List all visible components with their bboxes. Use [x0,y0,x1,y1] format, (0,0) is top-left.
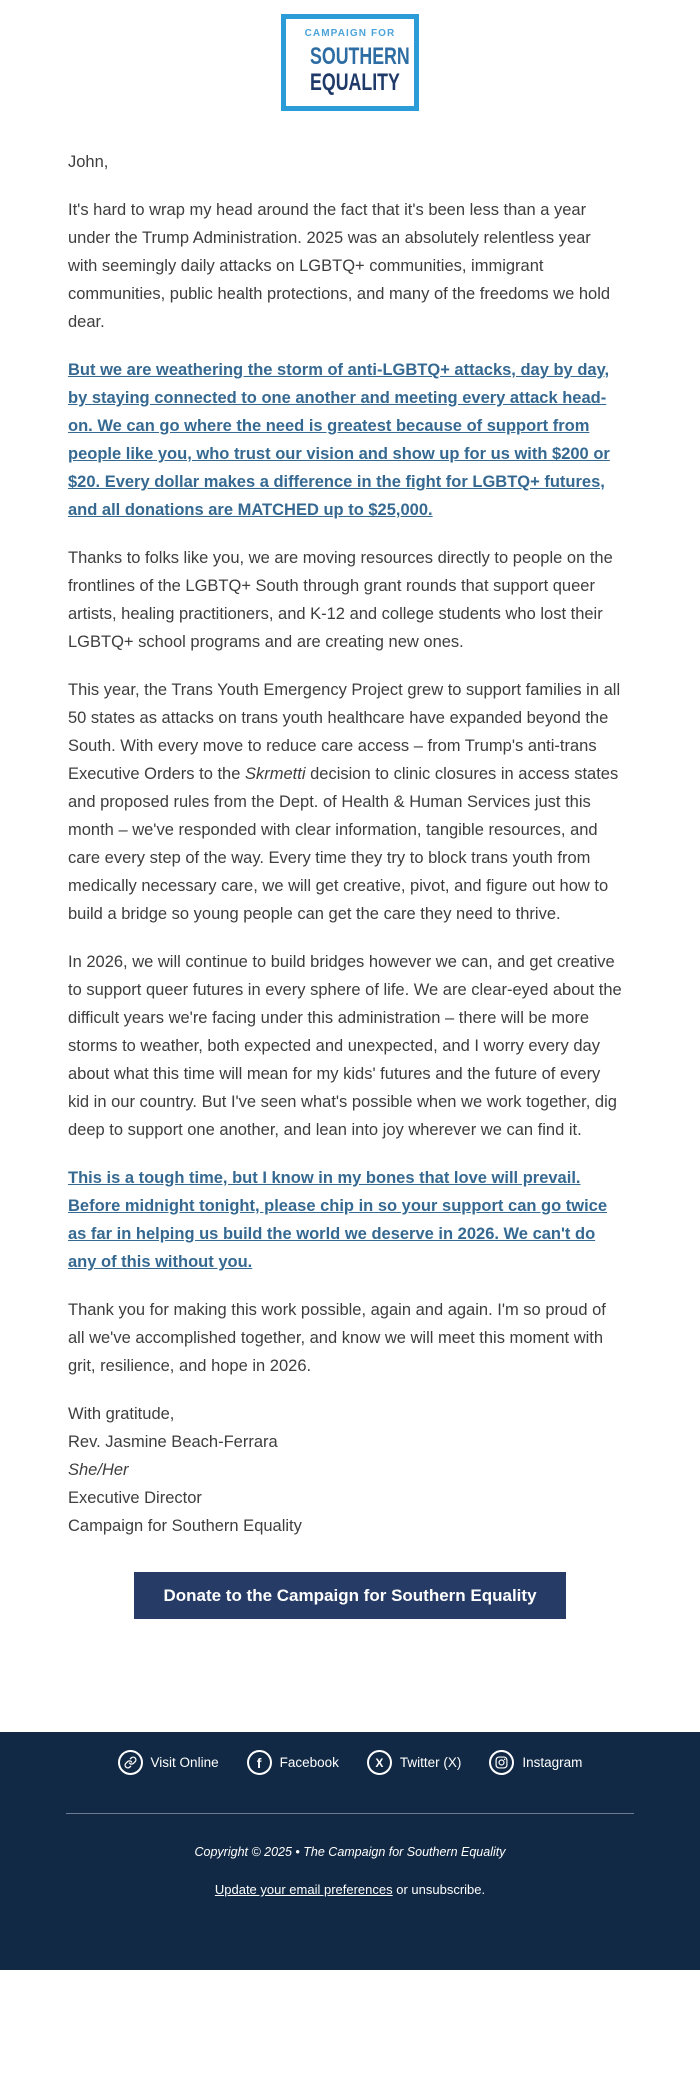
signature-block [68,1400,622,1540]
text-segment: But we are weathering the storm of anti-LGBTQ+ attacks, day by day, by staying connected to one another and meeting every attack head-on. We can go where the need is greatest because of support from people like you, who trust our vision and show up for us with $200 or $20. Every dollar makes a difference in the fight for LGBTQ+ futures, and all donations are MATCHED up to $25,000. [68,361,610,519]
italic-text: She/Her [68,1461,129,1479]
footer-divider [66,1813,634,1814]
logo-campaign-for: CAMPAIGN FOR [304,28,396,39]
signature-line [68,1428,622,1456]
unsubscribe-line [0,1882,700,1898]
signature-line [68,1456,622,1484]
paragraph [68,948,622,1144]
link-icon [118,1750,143,1775]
social-item-facebook[interactable] [247,1750,339,1775]
text-segment: In 2026, we will continue to build bridges however we can, and get creative to support queer futures in every sphere of life. We are clear-eyed about the difficult years we're facing under this administration – there will be more storms to weather, both expected and unexpected, and I worry every day about what this time will mean for my kids' futures and the future of every kid in our country. But I've seen what's possible when we work together, dig deep to support one another, and lean into joy wherever we can find it. [68,953,622,1139]
text-segment: With gratitude, [68,1405,175,1423]
paragraph [68,676,622,928]
text-segment: Executive Director [68,1489,202,1507]
paragraph [68,1296,622,1380]
unsubscribe-text: or unsubscribe. [392,1882,486,1897]
text-segment: John, [68,153,109,171]
signature-line [68,1400,622,1428]
social-label: Twitter (X) [399,1755,462,1770]
campaign-for-southern-equality-logo [281,14,419,111]
text-segment: Thanks to folks like you, we are moving resources directly to people on the frontlines of the LGBTQ+ South through grant rounds that support queer artists, healing practitioners, and K-12 and college students who lost their LGBTQ+ school programs and are creating new ones. [68,549,613,651]
cta-link-paragraph [68,356,622,524]
text-segment: Thank you for making this work possible, again and again. I'm so proud of all we've accomplished together, and know we will meet this moment with grit, resilience, and hope in 2026. [68,1301,606,1375]
letter-body [68,148,622,1540]
footer [0,1732,700,1970]
text-segment: It's hard to wrap my head around the fact that it's been less than a year under the Trump Administration. 2025 was an absolutely relentless year with seemingly daily attacks on LGBTQ+ communities, immigrant communities, public health protections, and many of the freedoms we hold dear. [68,201,611,331]
social-row [0,1750,700,1775]
text-segment: Rev. Jasmine Beach-Ferrara [68,1433,278,1451]
cta-link-paragraph [68,1164,622,1276]
social-item-twitter[interactable] [367,1750,462,1775]
cta-link[interactable] [68,361,610,519]
social-item-instagram[interactable] [489,1750,582,1775]
logo-equality: EQUALITY [310,69,400,96]
cta-link[interactable] [68,1169,607,1271]
social-label: Visit Online [150,1755,219,1770]
email-header [0,0,700,111]
italic-text: Skrmetti [245,765,306,783]
text-segment: This year, the Trans Youth Emergency Project grew to support families in all 50 states as attacks on trans youth healthcare have expanded beyond the South. With every move to reduce care access – from Trump's anti-trans Executive Orders to the [68,681,621,783]
paragraph [68,196,622,336]
signature-line [68,1484,622,1512]
text-segment: This is a tough time, but I know in my bones that love will prevail. Before midnight tonight, please chip in so your support can go twice as far in helping us build the world we deserve in 2026. We can't do any of this without you. [68,1169,608,1271]
text-segment: Campaign for Southern Equality [68,1517,302,1535]
social-item-visit-online[interactable] [118,1750,219,1775]
donate-button[interactable]: Donate to the Campaign for Southern Equality [134,1572,566,1619]
social-label: Instagram [522,1755,583,1770]
paragraph [68,148,622,176]
twitter-x-icon: X [367,1750,392,1775]
facebook-icon: f [247,1750,272,1775]
paragraph [68,544,622,656]
social-label: Facebook [279,1755,339,1770]
email-preferences-link[interactable]: Update your email preferences [214,1882,393,1897]
copyright-text: Copyright © 2025 • The Campaign for Southern Equality [194,1845,506,1859]
text-segment: decision to clinic closures in access states and proposed rules from the Dept. of Health & Human Services just this month – we've responded with clear information, tangible resources, and care every step of the way. Every time they try to block trans youth from medically necessary care, we will get creative, pivot, and figure out how to build a bridge so young people can get the care they need to thrive. [68,765,619,923]
instagram-icon [489,1750,514,1775]
signature-line [68,1512,622,1540]
logo-southern: SOUTHERN [310,43,410,70]
